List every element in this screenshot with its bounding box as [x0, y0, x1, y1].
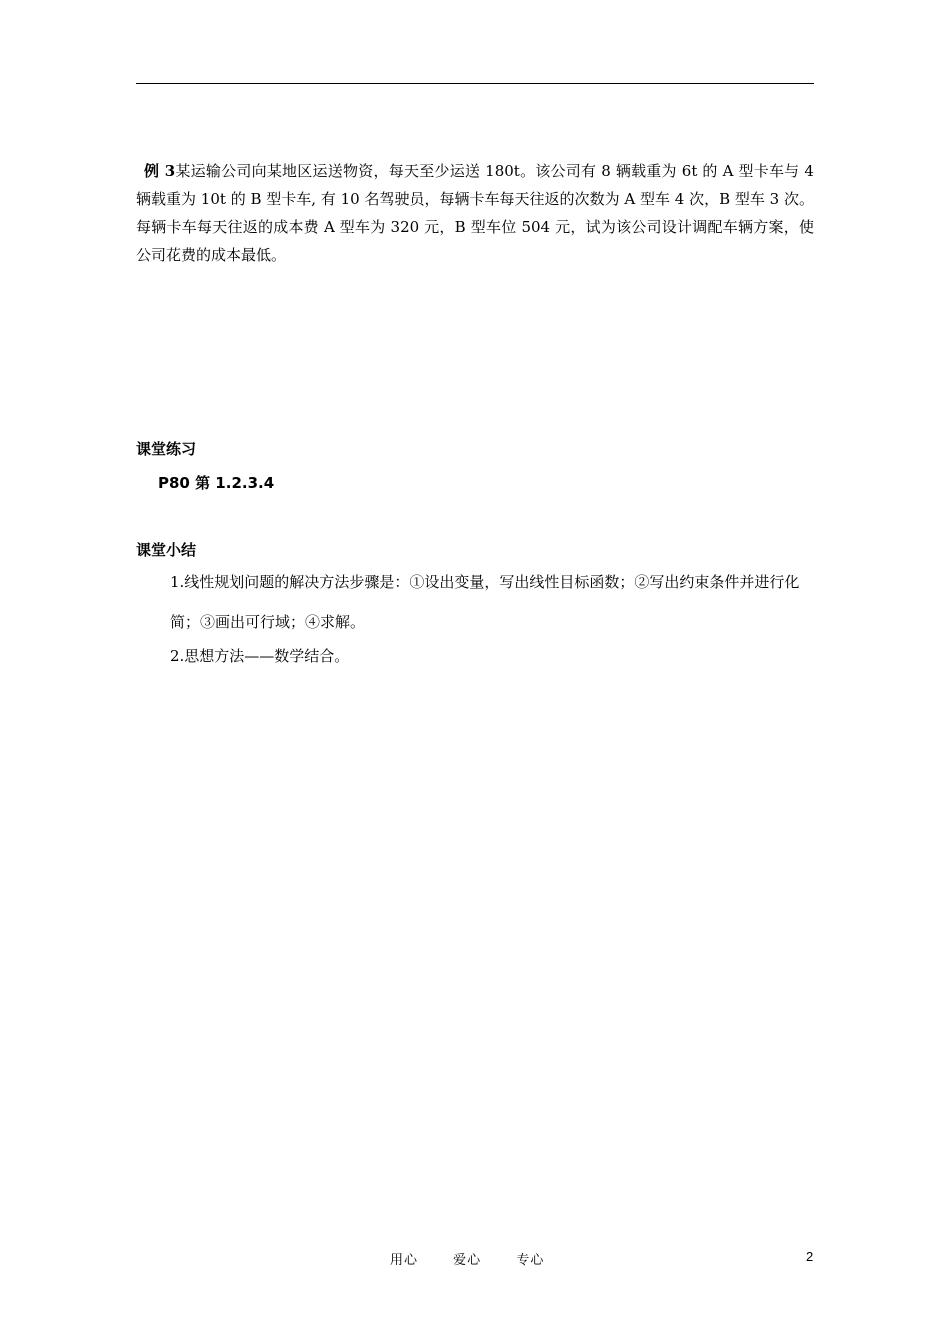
example-label: 例 3	[144, 162, 176, 180]
summary-item-1: 1.线性规划问题的解决方法步骤是：①设出变量，写出线性目标函数；②写出约束条件并进行化简；③画出可行域；④求解。	[170, 573, 800, 631]
example-text: 某运输公司向某地区运送物资，每天至少运送 180t。该公司有 8 辆载重为 6t 的 A 型卡车与 4 辆载重为 10t 的 B 型卡车, 有 10 名驾驶员，每辆卡车每天往返的次数为 A 型车 4 次，B 型车 3 次。每辆卡车每天往返的成本费 A 型车为 320 元，B 型车位 504 元，试为该公司设计调配车辆方案，使公司花费的成本最低。	[136, 162, 814, 264]
practice-heading: 课堂练习	[136, 440, 197, 458]
example-paragraph	[136, 157, 814, 269]
footer-word: 用心	[390, 1253, 419, 1268]
header-rule	[136, 83, 814, 84]
footer-motto	[390, 1249, 574, 1268]
summary-item-2: 2.思想方法——数学结合。	[170, 647, 350, 665]
summary-heading: 课堂小结	[136, 541, 197, 559]
practice-reference: P80 第 1.2.3.4	[158, 474, 275, 492]
page-number: 2	[806, 1249, 814, 1264]
footer-word: 专心	[516, 1253, 545, 1268]
footer-word: 爱心	[453, 1253, 482, 1268]
